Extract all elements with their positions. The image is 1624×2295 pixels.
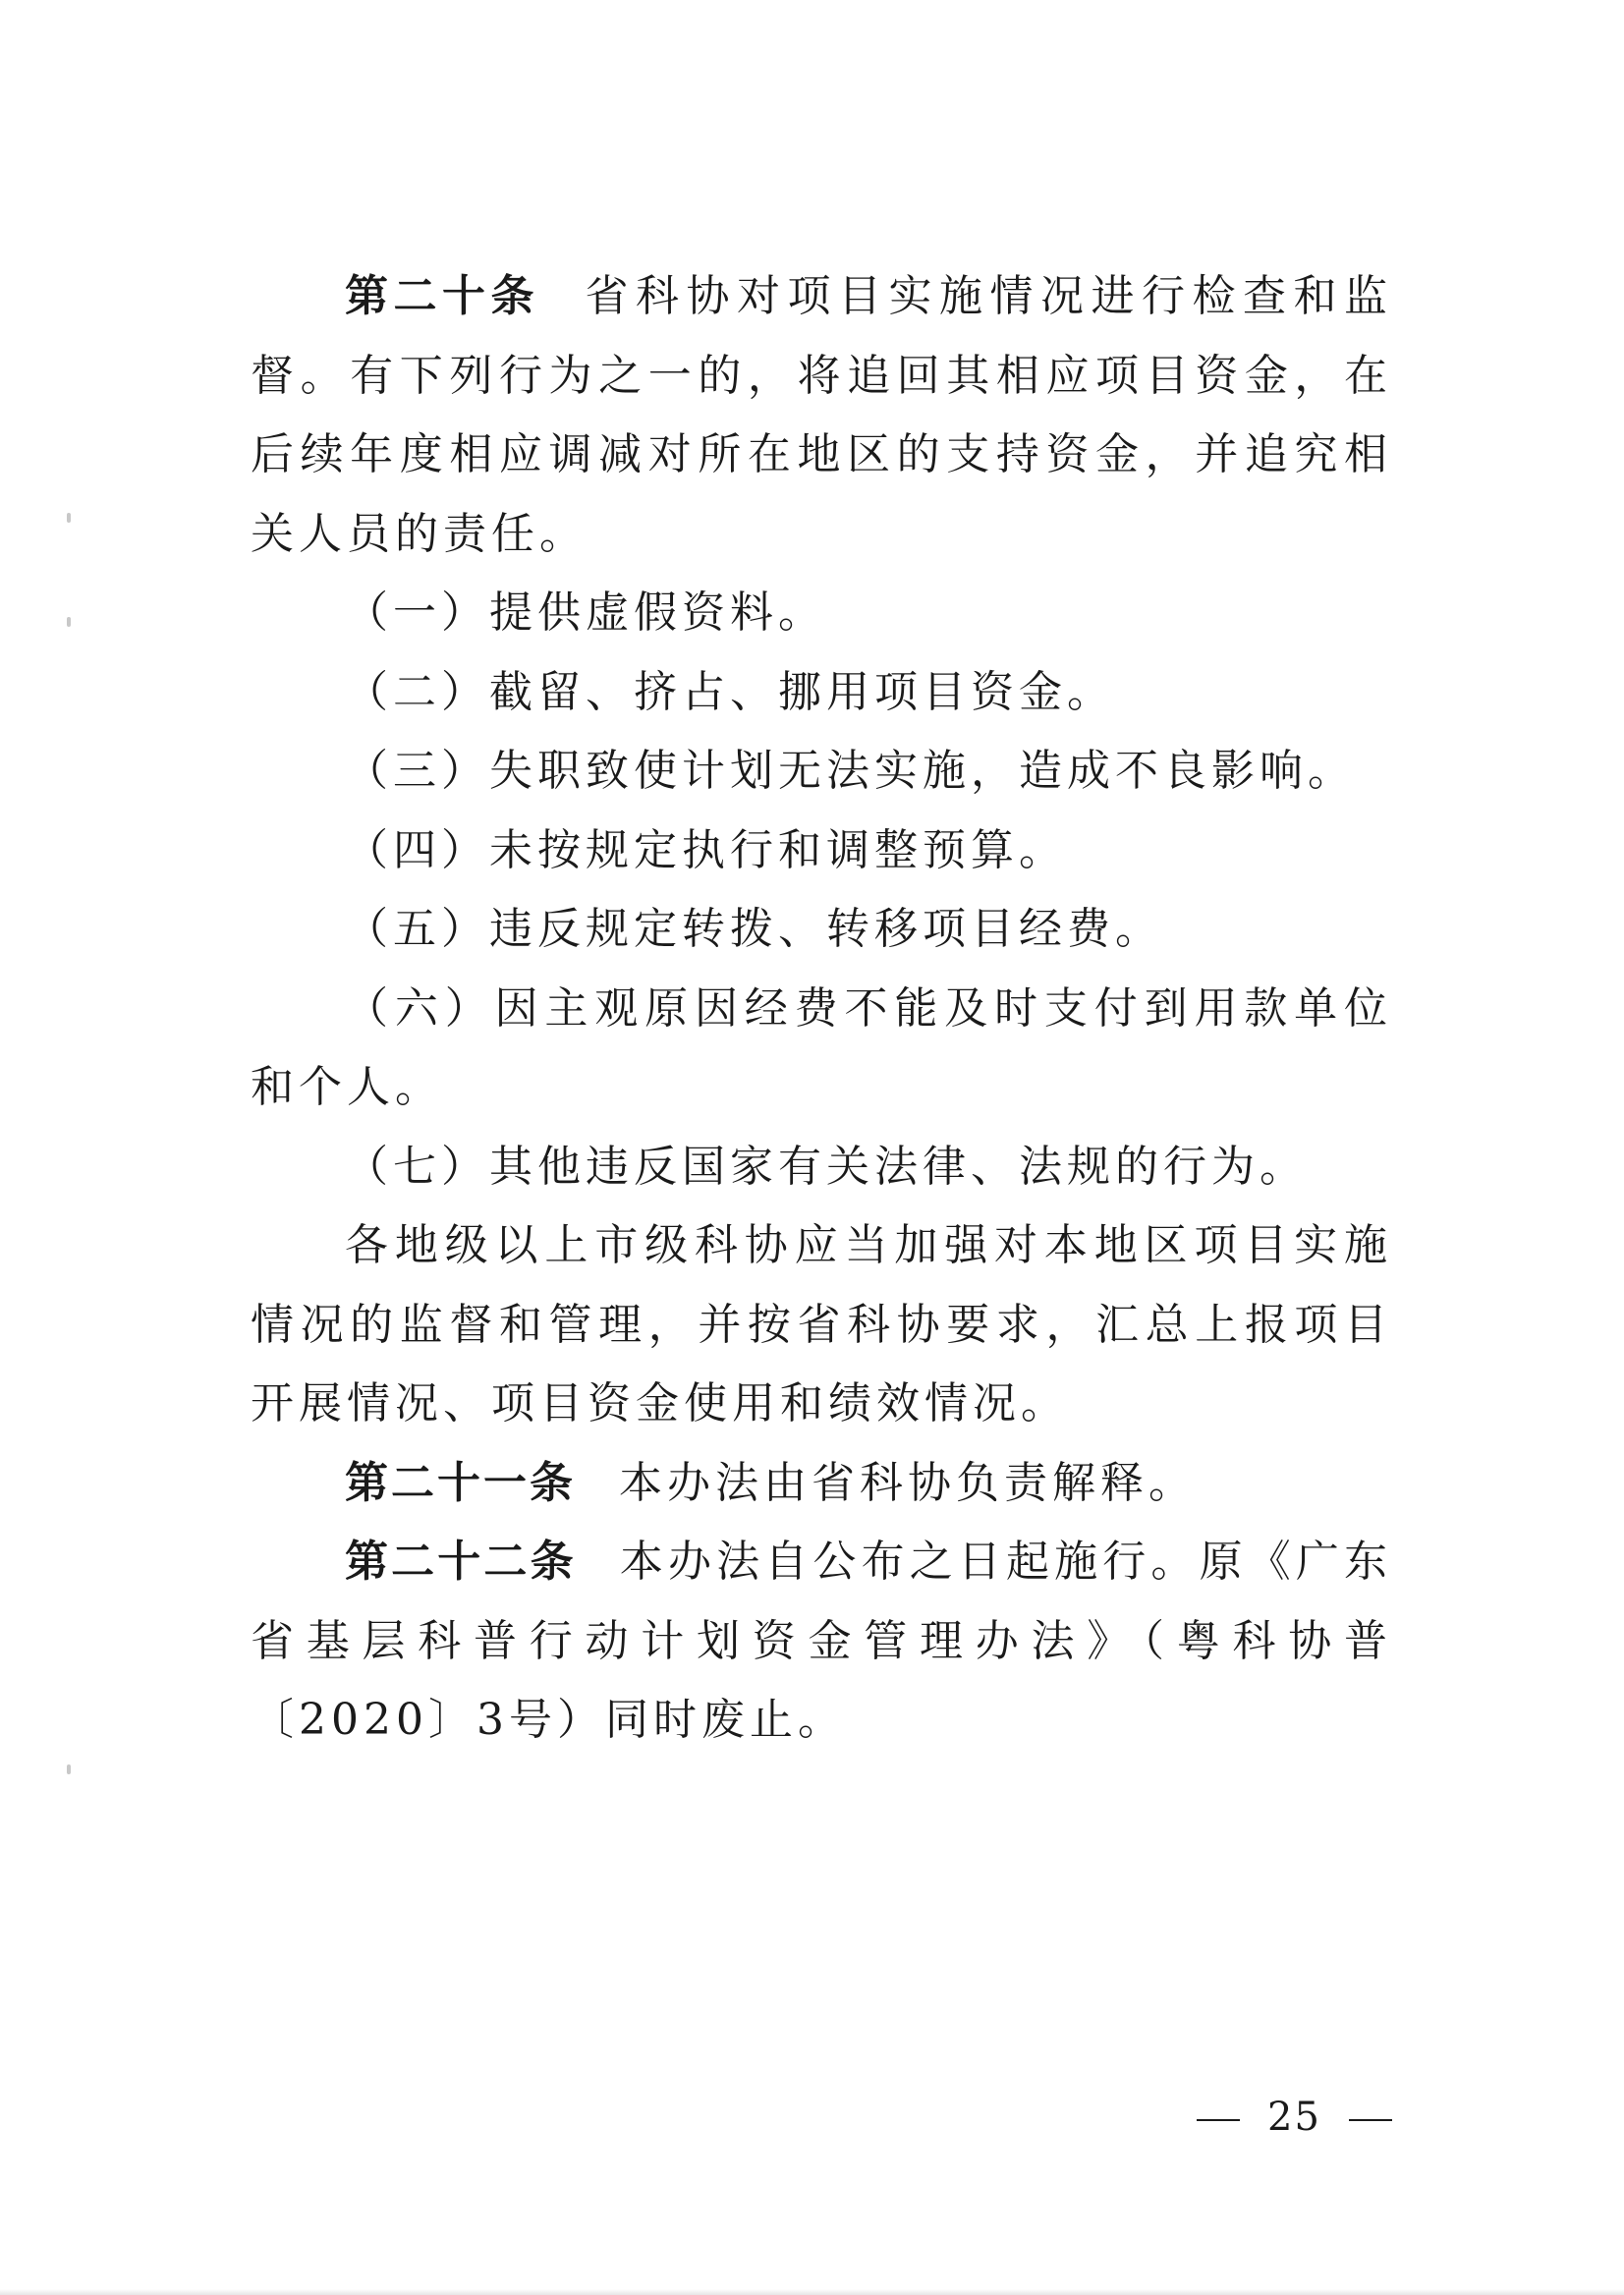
article-20-heading: 第二十条	[345, 271, 539, 321]
document-body	[251, 257, 1392, 1761]
supervision-paragraph: 各地级以上市级科协应当加强对本地区项目实施情况的监督和管理，并按省科协要求，汇总上报项目开展情况、项目资金使用和绩效情况。	[251, 1220, 1392, 1428]
article-22-paragraph	[251, 1523, 1392, 1761]
article-20-paragraph	[251, 257, 1392, 574]
article-22-text: 本办法自公布之日起施行。原《广东省基层科普行动计划资金管理办法》（粤科协普〔2020〕3号）同时废止。	[251, 1537, 1393, 1745]
article-21-text: 本办法由省科协负责解释。	[619, 1457, 1197, 1508]
scan-speck	[67, 617, 71, 627]
page-number	[1169, 2095, 1420, 2140]
list-item-7: （七）其他违反国家有关法律、法规的行为。	[345, 1141, 1308, 1192]
list-item-5: （五）违反规定转拨、转移项目经费。	[345, 904, 1163, 954]
article-21-heading: 第二十一条	[345, 1457, 576, 1508]
scan-speck	[67, 513, 71, 523]
page-number-right-dash	[1349, 2119, 1392, 2121]
list-item-1: （一）提供虚假资料。	[345, 588, 826, 638]
scan-bottom-edge	[0, 2289, 1624, 2295]
list-item-4: （四）未按规定执行和调整预算。	[345, 824, 1067, 875]
list-item-6: （六）因主观原因经费不能及时支付到用款单位和个人。	[251, 982, 1392, 1112]
article-20-text: 省科协对项目实施情况进行检查和监督。有下列行为之一的，将追回其相应项目资金，在后续年度相应调减对所在地区的支持资金，并追究相关人员的责任。	[251, 271, 1392, 559]
article-21-paragraph	[251, 1444, 1392, 1524]
article-22-heading: 第二十二条	[345, 1537, 577, 1587]
page-number-left-dash	[1197, 2119, 1240, 2121]
scan-speck	[67, 1764, 71, 1774]
page-number-value: 25	[1267, 2095, 1321, 2140]
list-item-3: （三）失职致使计划无法实施，造成不良影响。	[345, 746, 1356, 796]
list-item-2: （二）截留、挤占、挪用项目资金。	[345, 666, 1115, 717]
